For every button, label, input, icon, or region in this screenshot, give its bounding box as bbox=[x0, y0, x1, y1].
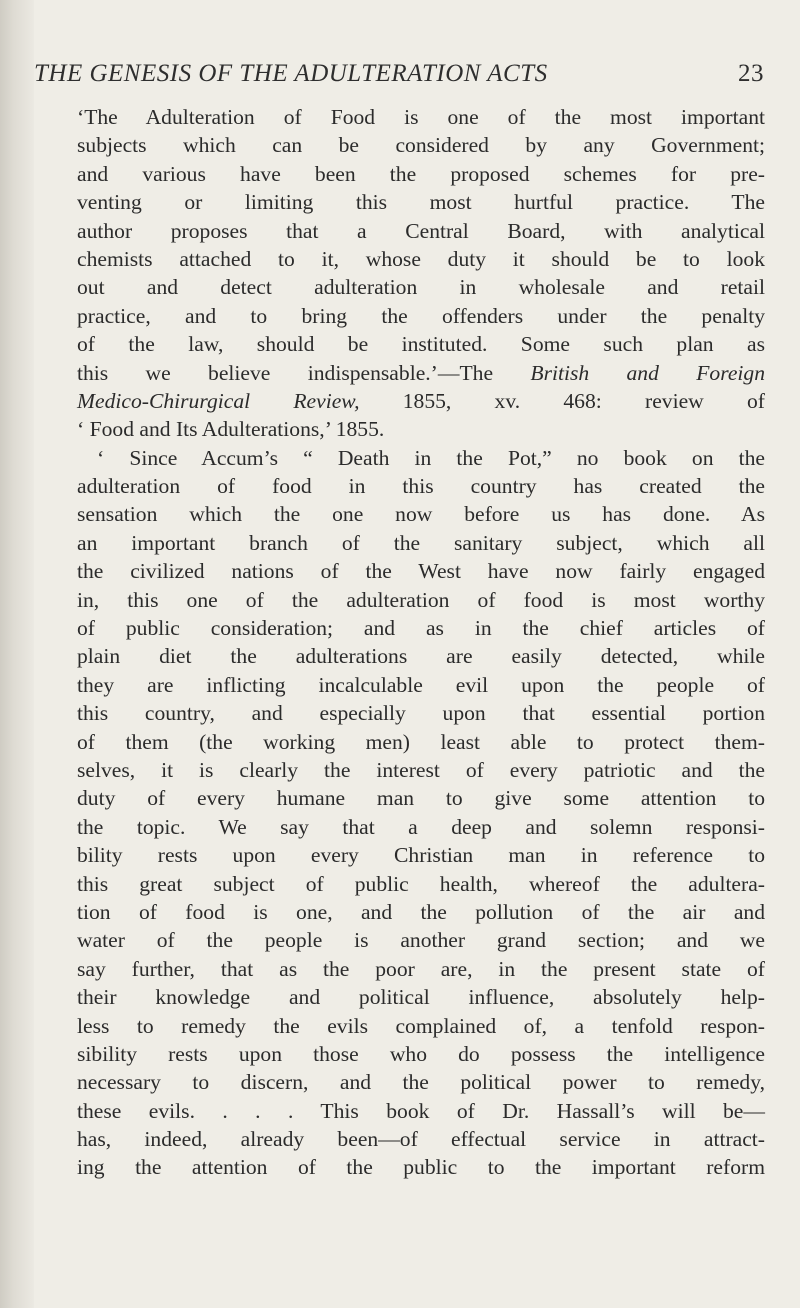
text-line: the topic. We say that a deep and solemn responsi- bbox=[77, 814, 765, 839]
text-line: the civilized nations of the West have now fairly engaged bbox=[77, 559, 765, 584]
text-line: sensation which the one now before us has done. As bbox=[77, 502, 765, 527]
text-line: these evils. . . . This book of Dr. Hassall’s will be— bbox=[77, 1098, 765, 1123]
running-head bbox=[34, 60, 764, 94]
text-line: chemists attached to it, whose duty it should be to look bbox=[77, 246, 765, 271]
journal-title-part1: British and Foreign bbox=[530, 360, 765, 385]
text-line: this country, and especially upon that essential portion bbox=[77, 701, 765, 726]
text-line: subjects which can be considered by any Government; bbox=[77, 133, 765, 158]
journal-title-part2: Medico-Chirurgical Review, bbox=[77, 388, 360, 413]
text-line: bility rests upon every Christian man in reference to bbox=[77, 843, 765, 868]
text-line: and various have been the proposed schemes for pre- bbox=[77, 161, 765, 186]
text-line: of the law, should be instituted. Some such plan as bbox=[77, 332, 765, 357]
text-line: practice, and to bring the offenders under the penalty bbox=[77, 303, 765, 328]
text-line: plain diet the adulterations are easily detected, while bbox=[77, 644, 765, 669]
text-line-citation bbox=[77, 387, 765, 415]
text-line: necessary to discern, and the political power to remedy, bbox=[77, 1070, 765, 1095]
text-line: venting or limiting this most hurtful practice. The bbox=[77, 190, 765, 215]
page-number: 23 bbox=[738, 60, 764, 87]
citation-intro: this we believe indispensable.’—The bbox=[77, 360, 494, 385]
text-line: selves, it is clearly the interest of every patriotic and the bbox=[77, 757, 765, 782]
text-line: ‘ Since Accum’s “ Death in the Pot,” no book on the bbox=[97, 445, 765, 470]
text-line: their knowledge and political influence, absolutely help- bbox=[77, 985, 765, 1010]
text-line: ing the attention of the public to the important reform bbox=[77, 1155, 765, 1180]
text-line: less to remedy the evils complained of, a tenfold respon- bbox=[77, 1013, 765, 1038]
text-line: author proposes that a Central Board, with analytical bbox=[77, 218, 765, 243]
text-line: of them (the working men) least able to protect them- bbox=[77, 729, 765, 754]
text-line: ‘ Food and Its Adulterations,’ 1855. bbox=[77, 417, 385, 442]
text-line: they are inflicting incalculable evil upon the people of bbox=[77, 672, 765, 697]
running-head-title: THE GENESIS OF THE ADULTERATION ACTS bbox=[34, 60, 548, 87]
text-line: in, this one of the adulteration of food is most worthy bbox=[77, 587, 765, 612]
text-line: water of the people is another grand section; and we bbox=[77, 928, 765, 953]
text-line: tion of food is one, and the pollution of the air and bbox=[77, 899, 765, 924]
text-line: say further, that as the poor are, in the present state of bbox=[77, 956, 765, 981]
text-line: an important branch of the sanitary subject, which all bbox=[77, 530, 765, 555]
citation-details: 1855, xv. 468: review of bbox=[402, 388, 765, 413]
text-line: this great subject of public health, whereof the adultera- bbox=[77, 871, 765, 896]
text-line: duty of every humane man to give some attention to bbox=[77, 786, 765, 811]
text-line-citation bbox=[77, 359, 765, 387]
text-line: of public consideration; and as in the chief articles of bbox=[77, 616, 765, 641]
text-line: has, indeed, already been—of effectual service in attract- bbox=[77, 1127, 765, 1152]
body-text bbox=[77, 103, 765, 1182]
text-line: ‘The Adulteration of Food is one of the most important bbox=[77, 105, 765, 129]
text-line: out and detect adulteration in wholesale and retail bbox=[77, 275, 765, 300]
binding-gutter-shadow bbox=[0, 0, 34, 1308]
text-line: adulteration of food in this country has created the bbox=[77, 474, 765, 499]
text-line: sibility rests upon those who do possess the intelligence bbox=[77, 1041, 765, 1066]
